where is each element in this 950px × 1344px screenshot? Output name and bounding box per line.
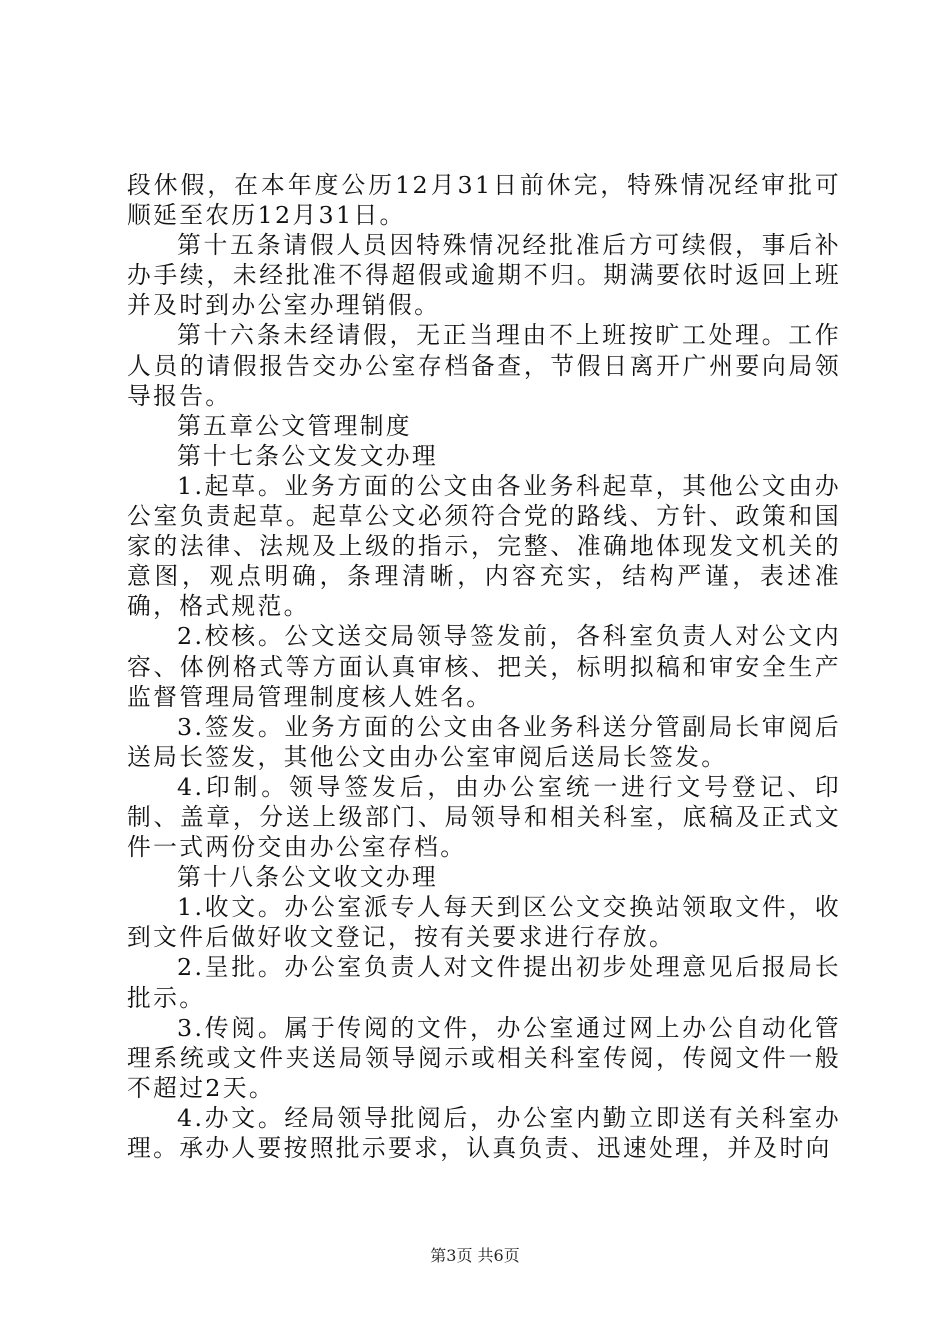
paragraph-2: 第十六条未经请假，无正当理由不上班按旷工处理。工作人员的请假报告交办公室存档备查，节假日离开广州要向局领导报告。	[127, 321, 841, 410]
paragraph-submission: 2.呈批。办公室负责人对文件提出初步处理意见后报局长批示。	[127, 953, 841, 1012]
paragraph-printing: 4.印制。领导签发后，由办公室统一进行文号登记、印制、盖章，分送上级部门、局领导和相关科室，底稿及正式文件一式两份交由办公室存档。	[127, 772, 841, 862]
paragraph-review: 2.校核。公文送交局领导签发前，各科室负责人对公文内容、体例格式等方面认真审核、把关，标明拟稿和审安全生产监督管理局管理制度核人姓名。	[127, 622, 841, 711]
page-footer: 第3页 共6页	[430, 1246, 520, 1265]
chapter-heading: 第五章公文管理制度	[177, 411, 412, 440]
article-heading-17: 第十七条公文发文办理	[177, 441, 439, 470]
article-heading-18: 第十八条公文收文办理	[177, 863, 439, 892]
paragraph-signoff: 3.签发。业务方面的公文由各业务科送分管副局长审阅后送局长签发，其他公文由办公室审阅后送局长签发。	[127, 712, 841, 771]
document-body	[127, 170, 841, 1163]
paragraph-handling: 4.办文。经局领导批阅后，办公室内勤立即送有关科室办理。承办人要按照批示要求，认真负责、迅速处理，并及时向	[127, 1103, 841, 1162]
paragraph-circulation: 3.传阅。属于传阅的文件，办公室通过网上办公自动化管理系统或文件夹送局领导阅示或相关科室传阅，传阅文件一般不超过2天。	[127, 1013, 841, 1102]
paragraph-receiving: 1.收文。办公室派专人每天到区公文交换站领取文件，收到文件后做好收文登记，按有关要求进行存放。	[127, 893, 841, 952]
paragraph-1: 第十五条请假人员因特殊情况经批准后方可续假，事后补办手续，未经批准不得超假或逾期不归。期满要依时返回上班并及时到办公室办理销假。	[127, 231, 841, 320]
paragraph-0: 段休假，在本年度公历12月31日前休完，特殊情况经审批可顺延至农历12月31日。	[127, 171, 841, 230]
paragraph-drafting: 1.起草。业务方面的公文由各业务科起草，其他公文由办公室负责起草。起草公文必须符合党的路线、方针、政策和国家的法律、法规及上级的指示，完整、准确地体现发文机关的意图，观点明确，条理清晰，内容充实，结构严谨，表述准确，格式规范。	[127, 471, 841, 621]
